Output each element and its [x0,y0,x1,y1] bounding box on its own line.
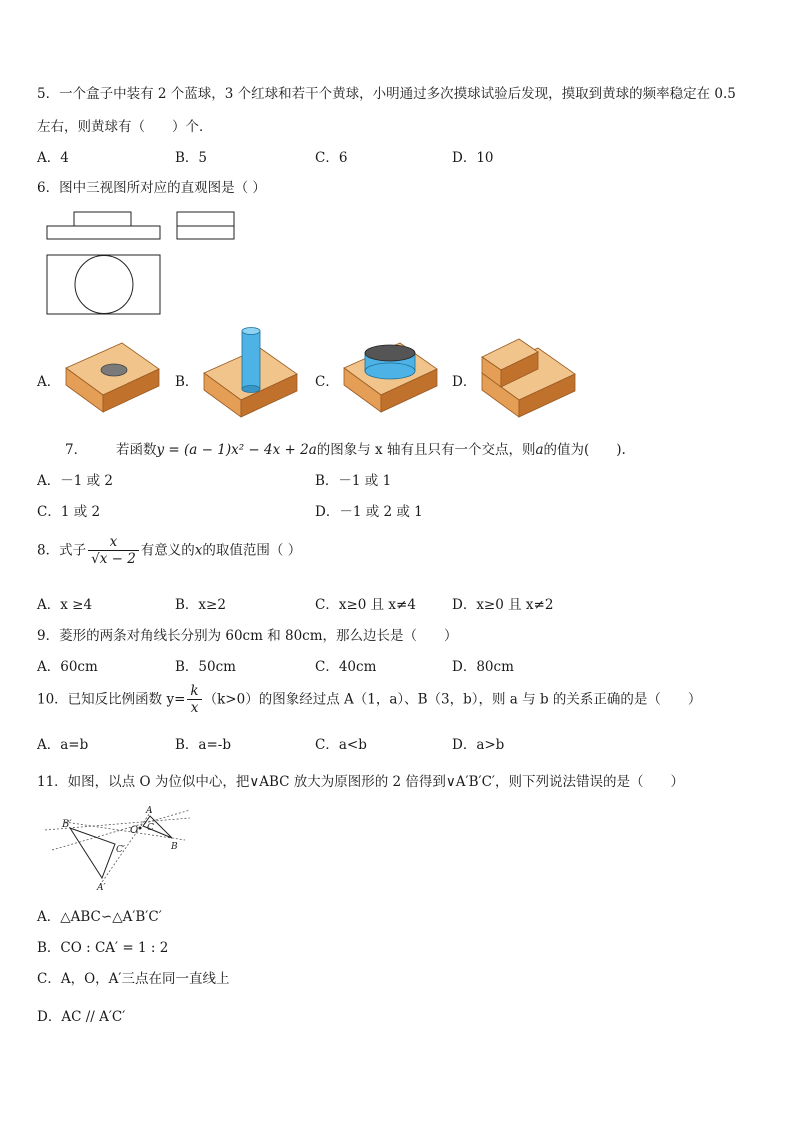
q9-option-c: C．40cm [315,659,377,675]
q8-option-a: A．x ≥4 [37,597,93,613]
q8-fraction-numerator: x [88,534,139,551]
q8-var: x [194,542,203,559]
q6-label-b: B． [175,374,199,390]
q8-fraction-denominator: √x − 2 [91,551,136,567]
q9-option-a: A．60cm [37,659,98,675]
q11-label-a-prime: A′ [97,883,106,893]
q8-option-d: D．x≥0 且 x≠2 [452,597,554,613]
q7-formula: y = (a − 1)x² − 4x + 2a [156,442,317,458]
q9-option-d: D．80cm [452,659,514,675]
q6-label-c: C． [315,374,339,390]
q8-post: 有意义的 [140,542,195,559]
q7-number: 7． [65,442,88,458]
q6-label-d: D． [452,374,477,390]
q6-solid-c [338,335,443,415]
q9-option-b: B．50cm [175,659,236,675]
q5-line2: 左右，则黄球有（ ）个． [37,119,213,135]
q5-option-b: B．5 [175,150,208,166]
q10-fraction-numerator: k [187,683,201,700]
q8-end: 的取值范围（ ） [202,542,302,559]
q6-text: 6．图中三视图所对应的直观图是（ ） [37,180,266,196]
q11-option-b: B．CO : CA′ = 1 : 2 [37,940,169,956]
q8-fraction [88,534,139,568]
q10-fraction [187,683,201,717]
q7-option-c: C．1 或 2 [37,504,101,520]
q9-text: 9．菱形的两条对角线长分别为 60cm 和 80cm，那么边长是（ ） [37,628,458,644]
q6-label-a: A． [37,374,61,390]
q6-solid-b [198,325,303,430]
q10-post: （k>0）的图象经过点 A（1，a）、B（3，b），则 a 与 b 的关系正确的是（ ） [203,691,702,708]
q11-option-c: C．A，O，A′三点在同一直线上 [37,971,230,987]
q5-option-a: A．4 [37,150,69,166]
q5-option-c: C．6 [315,150,348,166]
q7-pre: 若函数 [116,442,157,458]
q6-solid-a [60,335,165,415]
q11-option-a: A．△ABC∽△A′B′C′ [37,909,162,925]
q8-option-c: C．x≥0 且 x≠4 [315,597,416,613]
q8-stem [37,534,301,568]
q10-option-b: B．a=-b [175,737,231,753]
q6-solid-d [476,335,581,420]
q11-label-c: C [147,823,154,833]
q7-var: a [535,442,544,458]
q5-line1: 5．一个盒子中装有 2 个蓝球，3 个红球和若干个黄球，小明通过多次摸球试验后发现，摸取到黄球的频率稳定在 0.5 [37,86,736,102]
q11-homothety-figure [40,800,200,895]
q5-option-d: D．10 [452,150,494,166]
q10-pre: 10．已知反比例函数 y= [37,691,186,708]
q11-label-c-prime: C′ [116,845,125,855]
q7-option-b: B．－1 或 1 [315,473,392,489]
q10-option-a: A．a=b [37,737,89,753]
q11-label-a: A [146,806,153,816]
q11-text: 11．如图，以点 O 为位似中心，把∨ABC 放大为原图形的 2 倍得到∨A′B′C′，则下列说法错误的是（ ） [37,774,684,790]
q11-option-d: D．AC // A′C′ [37,1009,126,1025]
q11-label-o: O [130,825,139,836]
q11-label-b-prime: B′ [62,819,72,830]
q7-post: 的图象与 x 轴有且只有一个交点，则 [316,442,536,458]
q10-option-c: C．a<b [315,737,367,753]
q8-option-b: B．x≥2 [175,597,226,613]
q7-stem [116,438,626,458]
q8-pre: 8．式子 [37,542,87,559]
q7-end: 的值为( ). [543,442,626,458]
q7-option-a: A．－1 或 2 [37,473,114,489]
q11-label-b: B [171,842,178,852]
q7-option-d: D．－1 或 2 或 1 [315,504,423,520]
q10-option-d: D．a>b [452,737,505,753]
q10-stem [37,683,701,717]
q10-fraction-denominator: x [190,700,199,716]
